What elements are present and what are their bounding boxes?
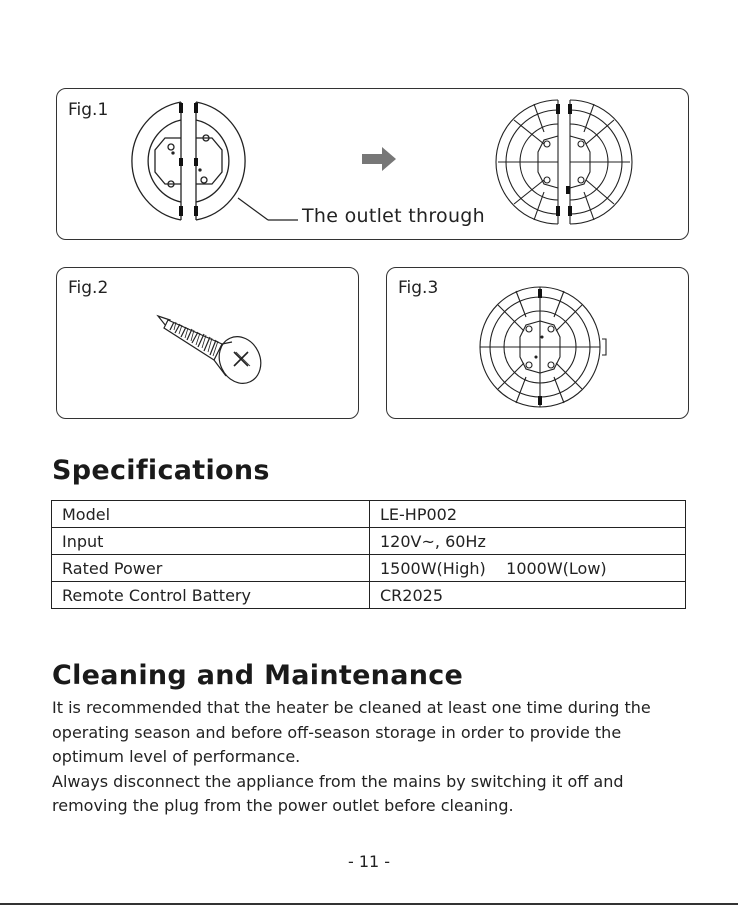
fig2-label: Fig.2 [68, 278, 109, 298]
table-row [52, 555, 686, 582]
fig1-caption: The outlet through [302, 205, 486, 227]
spec-value: 1500W(High) 1000W(Low) [370, 555, 686, 582]
spec-key: Model [52, 501, 370, 528]
fig1-label: Fig.1 [68, 100, 109, 120]
split-back-plate-illustration [110, 98, 260, 228]
grille-icon [478, 283, 610, 413]
bottom-divider [0, 903, 738, 905]
spec-value: CR2025 [370, 582, 686, 609]
spec-key: Input [52, 528, 370, 555]
spec-key: Remote Control Battery [52, 582, 370, 609]
specifications-heading: Specifications [52, 455, 270, 486]
spec-value: LE-HP002 [370, 501, 686, 528]
table-row [52, 528, 686, 555]
screw-icon [156, 310, 266, 390]
specifications-table [51, 500, 686, 609]
table-row [52, 501, 686, 528]
split-grille-illustration [494, 96, 634, 230]
arrow-right-icon [362, 147, 398, 171]
cleaning-paragraph: It is recommended that the heater be cleaned at least one time during the operating season and before off-season storage in order to provide the optimum level of performance. [52, 698, 651, 766]
cleaning-body [52, 696, 682, 819]
cleaning-paragraph: Always disconnect the appliance from the mains by switching it off and removing the plug from the power outlet before cleaning. [52, 771, 624, 815]
table-row [52, 582, 686, 609]
page-number: - 11 - [347, 852, 391, 871]
spec-key: Rated Power [52, 555, 370, 582]
cleaning-heading: Cleaning and Maintenance [52, 660, 464, 691]
fig3-label: Fig.3 [398, 278, 439, 298]
spec-value: 120V~, 60Hz [370, 528, 686, 555]
